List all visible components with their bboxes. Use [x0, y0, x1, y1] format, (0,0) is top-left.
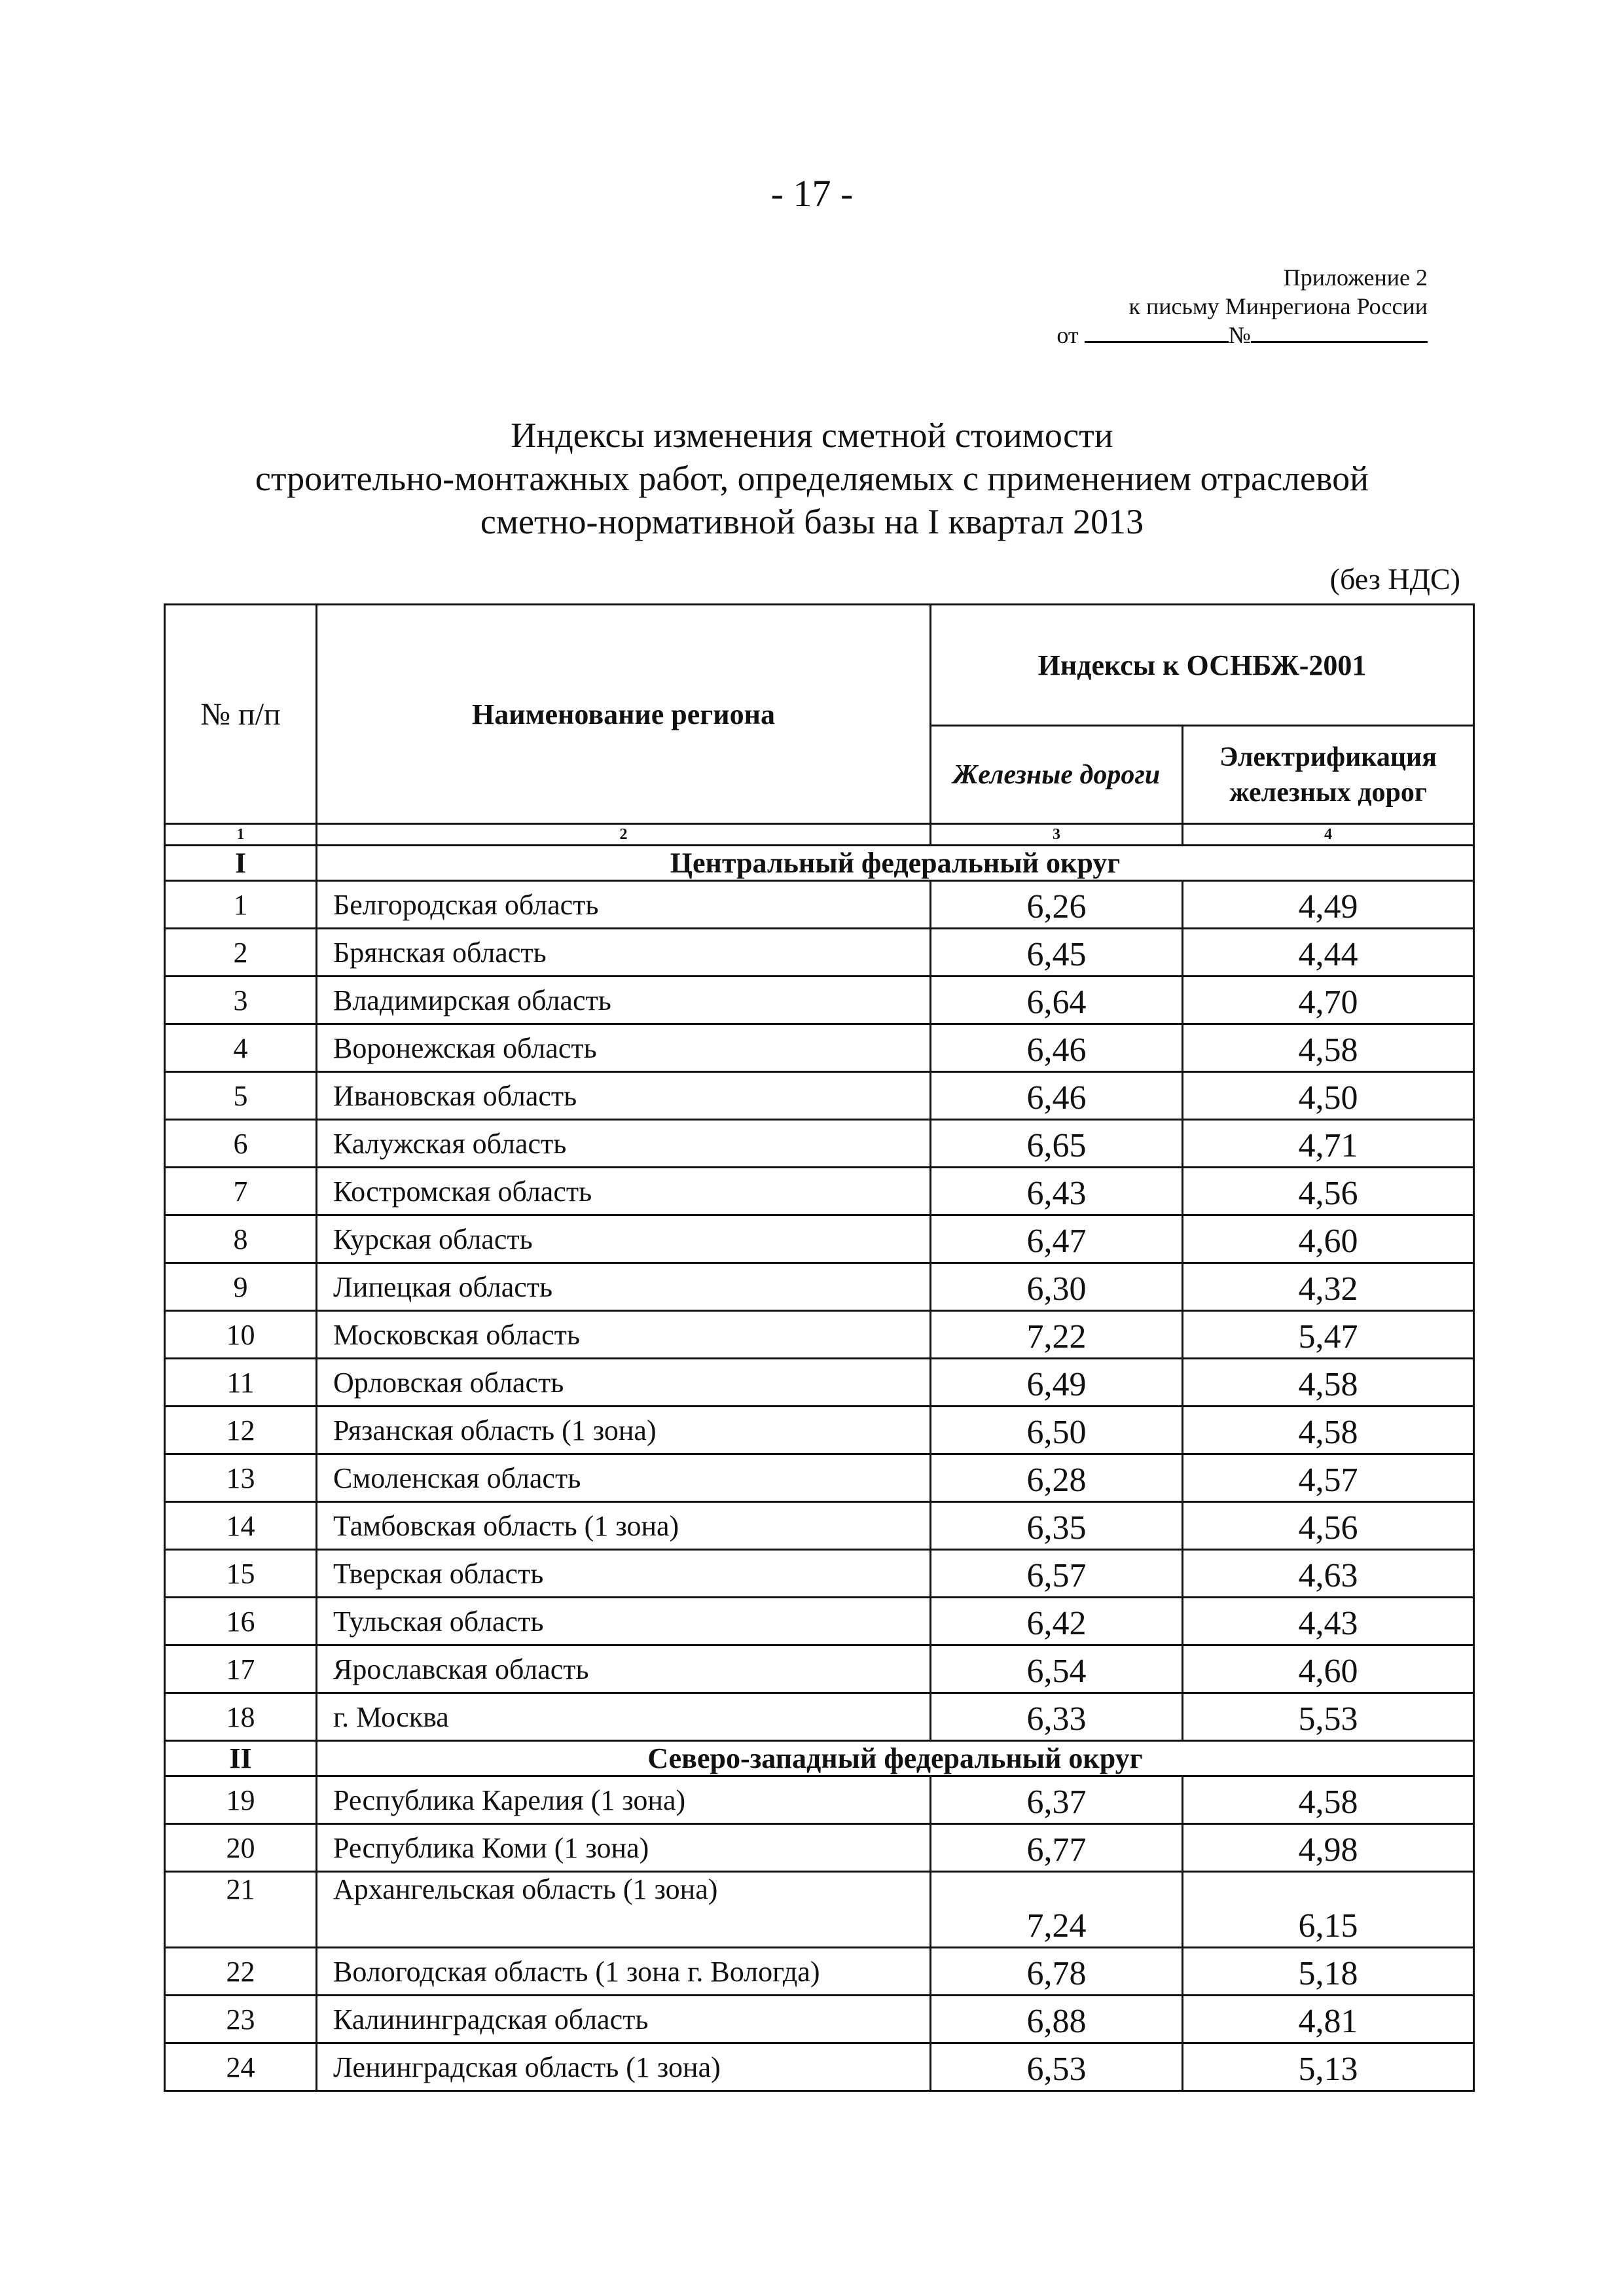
header-railways: Железные дороги [931, 726, 1183, 824]
railway-index: 6,43 [931, 1168, 1183, 1215]
railway-index: 6,35 [931, 1502, 1183, 1550]
table-row [165, 1824, 1474, 1872]
section-row [165, 1741, 1474, 1776]
row-number: 13 [165, 1454, 317, 1502]
row-number: 21 [165, 1872, 317, 1948]
table-row [165, 1502, 1474, 1550]
electrification-index: 4,81 [1183, 1996, 1474, 2043]
title-line-3: сметно-нормативной базы на I квартал 2013 [480, 502, 1144, 541]
appendix-title: Приложение 2 [1283, 264, 1428, 291]
row-number: 18 [165, 1693, 317, 1741]
region-name: Орловская область [317, 1359, 931, 1407]
table-row [165, 1168, 1474, 1215]
region-name: Калужская область [317, 1120, 931, 1168]
railway-index: 6,33 [931, 1693, 1183, 1741]
region-name: Вологодская область (1 зона г. Вологда) [317, 1948, 931, 1996]
railway-index: 6,77 [931, 1824, 1183, 1872]
electrification-index: 4,44 [1183, 929, 1474, 977]
row-number: 9 [165, 1263, 317, 1311]
column-number: 4 [1183, 824, 1474, 846]
region-name: Калининградская область [317, 1996, 931, 2043]
electrification-index: 5,53 [1183, 1693, 1474, 1741]
header-electrification: Электрификация железных дорог [1183, 726, 1474, 824]
row-number: 24 [165, 2043, 317, 2091]
region-name: Ивановская область [317, 1072, 931, 1120]
header-index-group: Индексы к ОСНБЖ-2001 [931, 605, 1474, 726]
row-number: 12 [165, 1407, 317, 1454]
region-name: г. Москва [317, 1693, 931, 1741]
row-number: 5 [165, 1072, 317, 1120]
table-row [165, 1645, 1474, 1693]
number-blank [1251, 321, 1428, 343]
region-name: Воронежская область [317, 1024, 931, 1072]
row-number: 2 [165, 929, 317, 977]
table-row [165, 1550, 1474, 1598]
region-name: Архангельская область (1 зона) [317, 1872, 931, 1948]
region-name: Тульская область [317, 1598, 931, 1645]
appendix-date-line [1056, 321, 1428, 350]
table-row [165, 2043, 1474, 2091]
table-row [165, 1407, 1474, 1454]
table-row [165, 1072, 1474, 1120]
region-name: Тамбовская область (1 зона) [317, 1502, 931, 1550]
table-row [165, 1024, 1474, 1072]
electrification-index: 4,70 [1183, 977, 1474, 1024]
region-name: Ярославская область [317, 1645, 931, 1693]
railway-index: 6,88 [931, 1996, 1183, 2043]
vat-note: (без НДС) [1329, 562, 1460, 596]
electrification-index: 4,56 [1183, 1502, 1474, 1550]
row-number: 23 [165, 1996, 317, 2043]
electrification-index: 4,98 [1183, 1824, 1474, 1872]
region-name: Смоленская область [317, 1454, 931, 1502]
electrification-index: 4,58 [1183, 1776, 1474, 1824]
header-num: № п/п [165, 605, 317, 824]
electrification-index: 4,71 [1183, 1120, 1474, 1168]
region-name: Ленинградская область (1 зона) [317, 2043, 931, 2091]
electrification-index: 4,49 [1183, 881, 1474, 929]
railway-index: 6,50 [931, 1407, 1183, 1454]
row-number: 17 [165, 1645, 317, 1693]
column-number: 2 [317, 824, 931, 846]
electrification-index: 4,63 [1183, 1550, 1474, 1598]
region-name: Белгородская область [317, 881, 931, 929]
header-region: Наименование региона [317, 605, 931, 824]
table-row [165, 1872, 1474, 1948]
railway-index: 6,46 [931, 1024, 1183, 1072]
appendix-letter: к письму Минрегиона России [1128, 293, 1428, 319]
row-number: 1 [165, 881, 317, 929]
region-name: Тверская область [317, 1550, 931, 1598]
electrification-index: 6,15 [1183, 1872, 1474, 1948]
table-row [165, 929, 1474, 977]
railway-index: 6,65 [931, 1120, 1183, 1168]
table-row [165, 977, 1474, 1024]
region-name: Рязанская область (1 зона) [317, 1407, 931, 1454]
electrification-index: 4,58 [1183, 1024, 1474, 1072]
electrification-index: 5,47 [1183, 1311, 1474, 1359]
section-roman: I [165, 846, 317, 881]
table-row [165, 1454, 1474, 1502]
section-row [165, 846, 1474, 881]
railway-index: 6,30 [931, 1263, 1183, 1311]
railway-index: 7,24 [931, 1872, 1183, 1948]
railway-index: 6,49 [931, 1359, 1183, 1407]
table-row [165, 1948, 1474, 1996]
railway-index: 6,64 [931, 977, 1183, 1024]
title-line-2: строительно-монтажных работ, определяемых с применением отраслевой [255, 459, 1369, 498]
railway-index: 6,46 [931, 1072, 1183, 1120]
index-table [164, 603, 1475, 2092]
electrification-index: 5,13 [1183, 2043, 1474, 2091]
electrification-index: 4,60 [1183, 1215, 1474, 1263]
document-title [0, 414, 1624, 543]
row-number: 22 [165, 1948, 317, 1996]
electrification-index: 4,58 [1183, 1359, 1474, 1407]
region-name: Брянская область [317, 929, 931, 977]
railway-index: 6,78 [931, 1948, 1183, 1996]
electrification-index: 4,58 [1183, 1407, 1474, 1454]
railway-index: 6,45 [931, 929, 1183, 977]
date-blank [1085, 321, 1229, 343]
page-number: - 17 - [770, 172, 854, 215]
railway-index: 6,54 [931, 1645, 1183, 1693]
electrification-index: 4,57 [1183, 1454, 1474, 1502]
row-number: 3 [165, 977, 317, 1024]
row-number: 11 [165, 1359, 317, 1407]
row-number: 19 [165, 1776, 317, 1824]
row-number: 7 [165, 1168, 317, 1215]
section-roman: II [165, 1741, 317, 1776]
electrification-index: 4,60 [1183, 1645, 1474, 1693]
electrification-index: 5,18 [1183, 1948, 1474, 1996]
region-name: Московская область [317, 1311, 931, 1359]
region-name: Костромская область [317, 1168, 931, 1215]
railway-index: 6,26 [931, 881, 1183, 929]
column-number: 1 [165, 824, 317, 846]
railway-index: 7,22 [931, 1311, 1183, 1359]
railway-index: 6,37 [931, 1776, 1183, 1824]
railway-index: 6,53 [931, 2043, 1183, 2091]
railway-index: 6,57 [931, 1550, 1183, 1598]
railway-index: 6,28 [931, 1454, 1183, 1502]
region-name: Владимирская область [317, 977, 931, 1024]
row-number: 15 [165, 1550, 317, 1598]
row-number: 10 [165, 1311, 317, 1359]
table-row [165, 1120, 1474, 1168]
table-row [165, 1693, 1474, 1741]
table-row [165, 1776, 1474, 1824]
row-number: 6 [165, 1120, 317, 1168]
section-name: Центральный федеральный округ [317, 846, 1474, 881]
row-number: 8 [165, 1215, 317, 1263]
column-number: 3 [931, 824, 1183, 846]
electrification-index: 4,43 [1183, 1598, 1474, 1645]
region-name: Липецкая область [317, 1263, 931, 1311]
table-row [165, 1359, 1474, 1407]
row-number: 14 [165, 1502, 317, 1550]
row-number: 16 [165, 1598, 317, 1645]
table-row [165, 1263, 1474, 1311]
row-number: 4 [165, 1024, 317, 1072]
table-row [165, 1996, 1474, 2043]
electrification-index: 4,50 [1183, 1072, 1474, 1120]
from-label: от [1056, 322, 1079, 348]
row-number: 20 [165, 1824, 317, 1872]
region-name: Республика Коми (1 зона) [317, 1824, 931, 1872]
electrification-index: 4,56 [1183, 1168, 1474, 1215]
region-name: Курская область [317, 1215, 931, 1263]
table-row [165, 1311, 1474, 1359]
table-row [165, 1598, 1474, 1645]
region-name: Республика Карелия (1 зона) [317, 1776, 931, 1824]
appendix-block [1056, 263, 1428, 350]
section-name: Северо-западный федеральный округ [317, 1741, 1474, 1776]
table-row [165, 1215, 1474, 1263]
railway-index: 6,42 [931, 1598, 1183, 1645]
railway-index: 6,47 [931, 1215, 1183, 1263]
title-line-1: Индексы изменения сметной стоимости [511, 416, 1113, 455]
number-label: № [1228, 322, 1251, 348]
table-row [165, 881, 1474, 929]
electrification-index: 4,32 [1183, 1263, 1474, 1311]
